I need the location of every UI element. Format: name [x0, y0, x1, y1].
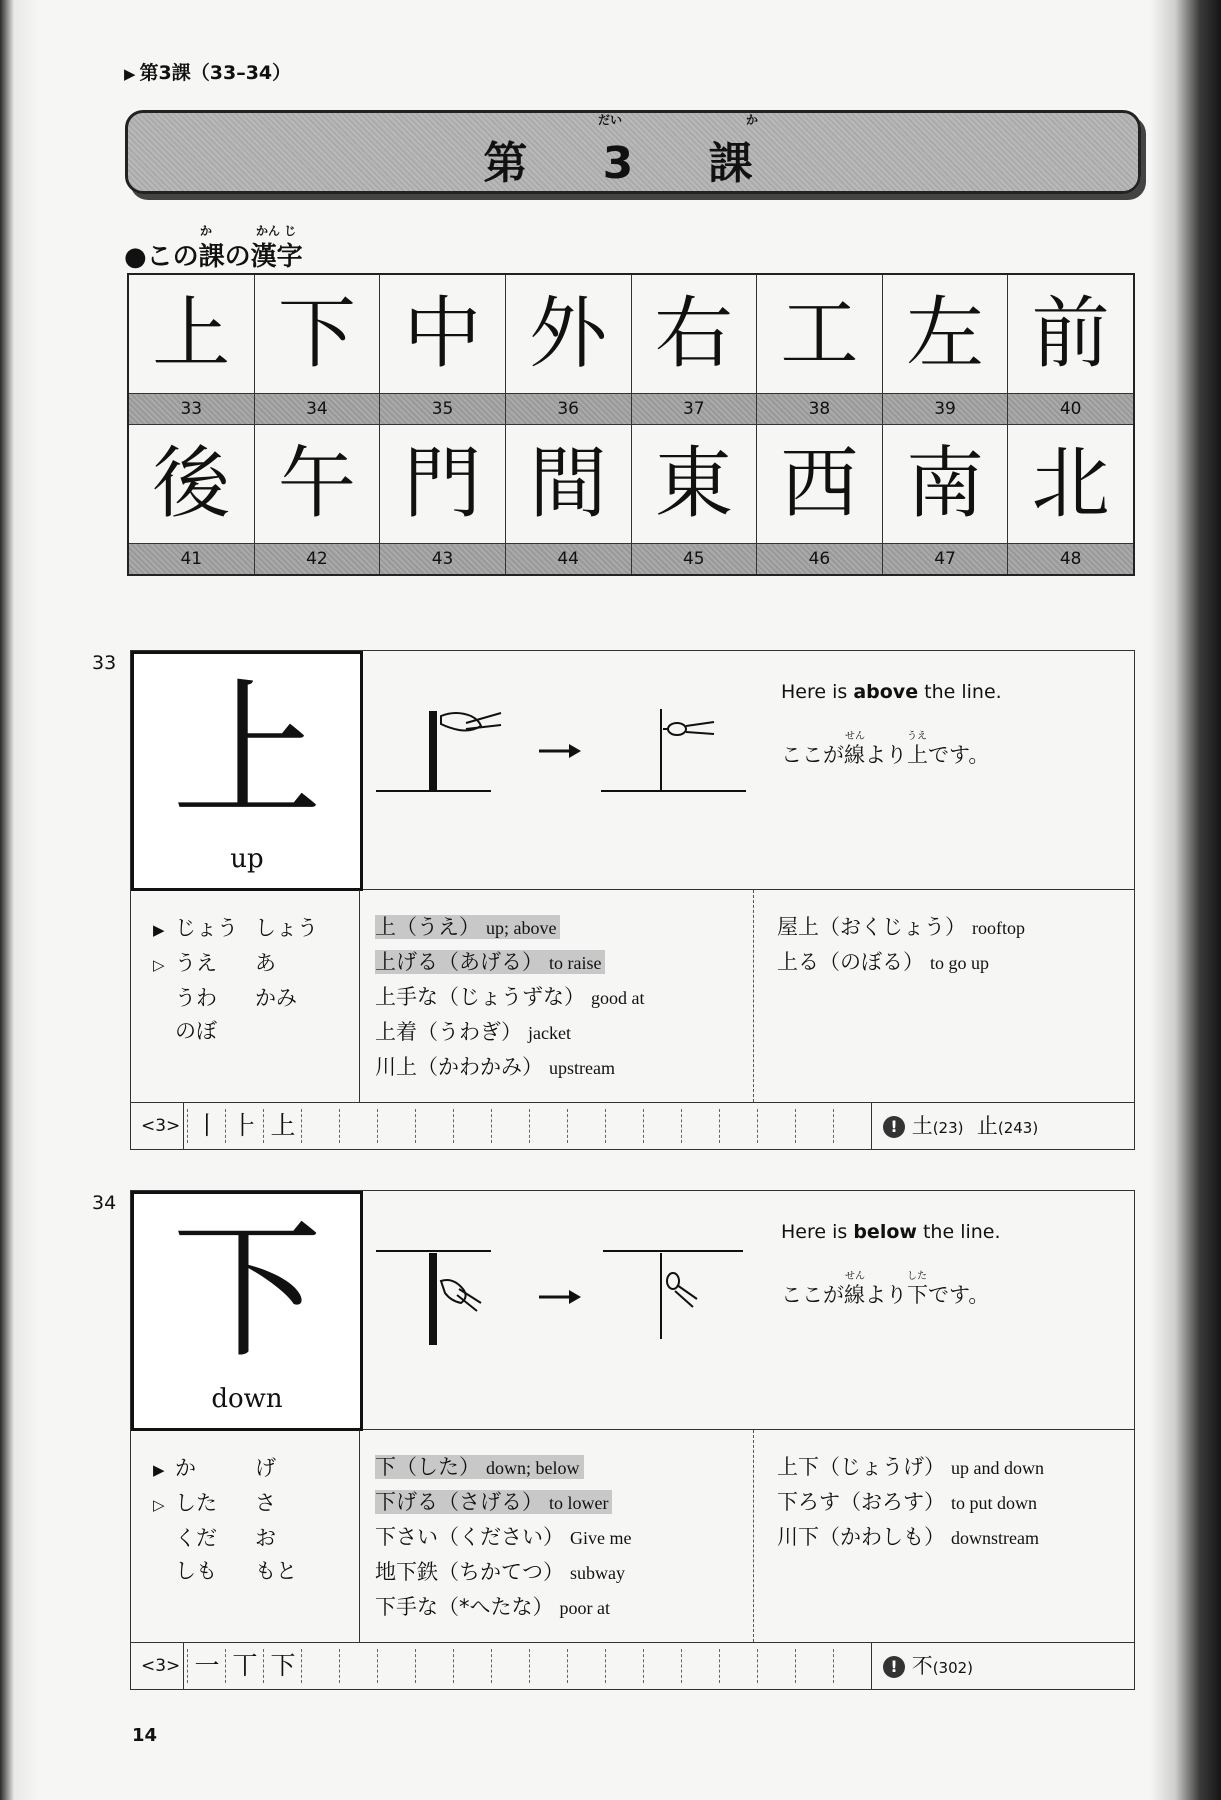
vocab-list-left	[375, 1450, 631, 1625]
kanji-number: 38	[757, 394, 883, 425]
kanji-cell: 外	[505, 274, 631, 394]
vocab-item	[375, 945, 645, 980]
stroke-step	[681, 1649, 720, 1683]
warning-divider	[871, 1643, 872, 1689]
reading-row	[153, 1522, 335, 1555]
kanji-cell: 門	[380, 425, 506, 544]
reading-row	[153, 1487, 335, 1522]
stroke-step	[795, 1649, 834, 1683]
similar-kanji: 止	[976, 1114, 998, 1138]
stroke-step: 丅	[225, 1649, 264, 1683]
section-ruby-kanji: かん じ	[256, 224, 297, 238]
kanji-cell: 西	[757, 425, 883, 544]
mnemonic-japanese	[781, 1271, 990, 1309]
vocab-en: to go up	[930, 953, 990, 973]
stroke-step	[453, 1109, 492, 1143]
stroke-step	[567, 1649, 606, 1683]
kun-reading-marker: ▷	[153, 1496, 165, 1514]
similar-kanji-warning	[883, 1111, 1038, 1143]
vocab-jp: 屋上（おくじょう）	[777, 915, 966, 939]
entry-box	[130, 650, 1135, 1150]
stroke-step	[757, 1109, 796, 1143]
mnemonic-ruby-kanji: うえ	[907, 731, 927, 742]
reading: うえ	[175, 951, 217, 975]
kanji-cell: 工	[757, 274, 883, 394]
vocab-en: up; above	[486, 918, 557, 938]
stroke-step	[719, 1109, 758, 1143]
kanji-number: 37	[631, 394, 757, 425]
reading: お	[255, 1526, 276, 1550]
kanji-cell: 前	[1008, 274, 1134, 394]
stroke-step	[605, 1109, 644, 1143]
stroke-step	[643, 1109, 682, 1143]
vocab-en: up and down	[951, 1458, 1044, 1478]
stroke-step	[453, 1649, 492, 1683]
similar-kanji-number: (243)	[997, 1119, 1039, 1137]
chapter-reference: ▶ 第3課（33–34）	[124, 62, 292, 84]
stroke-count: <3>	[141, 1656, 181, 1676]
reading: あ	[255, 951, 276, 975]
entry-mid-row	[131, 890, 1134, 1103]
similar-kanji-warning	[883, 1651, 973, 1683]
stroke-step	[377, 1109, 416, 1143]
kanji-cell: 下	[254, 274, 380, 394]
mnemonic-english	[781, 681, 1002, 703]
stroke-step	[301, 1109, 340, 1143]
vocab-item	[375, 1450, 631, 1485]
readings	[153, 912, 335, 1048]
reading-row	[153, 1555, 335, 1588]
stroke-step	[567, 1109, 606, 1143]
lesson-kanji-table	[127, 273, 1135, 576]
stroke-step	[529, 1109, 568, 1143]
stroke-step: 丨	[187, 1109, 226, 1143]
stroke-step	[719, 1649, 758, 1683]
readings	[153, 1452, 335, 1588]
entry-top-row	[131, 651, 1134, 890]
column-divider	[359, 1430, 360, 1642]
kanji-number: 48	[1008, 544, 1134, 576]
stroke-step	[491, 1109, 530, 1143]
kanji-number: 40	[1008, 394, 1134, 425]
similar-kanji: 不	[911, 1654, 933, 1678]
similar-kanji: 土	[911, 1114, 933, 1138]
vocab-item	[375, 1050, 645, 1085]
vocab-jp: 下手な（*へたな）	[375, 1595, 554, 1619]
lesson-title: 第 3 課	[483, 138, 783, 189]
reading: した	[175, 1491, 217, 1515]
entry-mid-row	[131, 1430, 1134, 1643]
kanji-cell: 北	[1008, 425, 1134, 544]
arrow-right-icon	[539, 1290, 581, 1304]
mnemonic-japanese	[781, 731, 990, 769]
vocab-item	[777, 1450, 1044, 1485]
vocab-jp: 下ろす（おろす）	[777, 1490, 945, 1514]
page-number: 14	[132, 1725, 158, 1746]
vocab-item	[375, 1485, 631, 1520]
column-divider	[359, 890, 360, 1102]
stroke-step	[415, 1109, 454, 1143]
section-label	[124, 224, 303, 273]
stroke-step	[681, 1109, 720, 1143]
mnemonic-illustration	[371, 671, 751, 811]
mnemonic-ruby-sen: せん	[845, 1271, 865, 1282]
stroke-divider	[183, 1643, 184, 1689]
stroke-step	[833, 1649, 872, 1683]
number-row	[128, 394, 1134, 425]
stroke-step	[605, 1649, 644, 1683]
vocab-en: upstream	[549, 1058, 615, 1078]
warning-divider	[871, 1103, 872, 1149]
stroke-step: 下	[263, 1649, 302, 1683]
vocab-item	[375, 1520, 631, 1555]
stroke-step	[339, 1109, 378, 1143]
kanji-cell: 午	[254, 425, 380, 544]
stroke-step	[529, 1649, 568, 1683]
kanji-cell: 右	[631, 274, 757, 394]
reading-row	[153, 982, 335, 1015]
vocab-item	[777, 945, 1025, 980]
vocab-en: to lower	[549, 1493, 609, 1513]
vocab-en: poor at	[559, 1598, 610, 1618]
column-divider	[753, 1430, 754, 1642]
kanji-number: 44	[505, 544, 631, 576]
vocab-jp: 上下（じょうげ）	[777, 1455, 945, 1479]
vocab-en: jacket	[528, 1023, 571, 1043]
stroke-step	[339, 1649, 378, 1683]
kanji-number: 43	[380, 544, 506, 576]
vocab-item	[375, 910, 645, 945]
stroke-order-row	[131, 1643, 1134, 1689]
number-row	[128, 544, 1134, 576]
vocab-en: rooftop	[972, 918, 1025, 938]
reading: くだ	[175, 1526, 217, 1550]
mnemonic-en-post: the line.	[916, 1221, 1001, 1243]
on-reading-marker: ▶	[153, 1461, 165, 1479]
reading: か	[175, 1456, 196, 1480]
stroke-count: <3>	[141, 1116, 181, 1136]
reading-row	[153, 912, 335, 947]
triangle-right-icon: ▶	[124, 65, 136, 83]
big-kanji-box	[131, 651, 363, 891]
vocab-jp: 上げる（あげる）	[375, 950, 543, 974]
mnemonic-en-bold: above	[853, 681, 919, 703]
reading: さ	[255, 1491, 276, 1515]
vocab-en: good at	[591, 988, 645, 1008]
kanji-cell: 上	[128, 274, 254, 394]
banner-ruby-dai: だい	[598, 113, 623, 127]
stroke-order-row	[131, 1103, 1134, 1149]
vocab-jp: 上る（のぼる）	[777, 950, 924, 974]
vocab-jp: 川下（かわしも）	[777, 1525, 945, 1549]
reading: のぼ	[175, 1019, 217, 1043]
column-divider	[753, 890, 754, 1102]
reading: げ	[255, 1456, 276, 1480]
vocab-jp: 上着（うわぎ）	[375, 1020, 522, 1044]
lesson-banner	[125, 110, 1141, 194]
mnemonic-illustration	[371, 1211, 751, 1351]
kanji-row	[128, 274, 1134, 394]
kanji-number: 34	[254, 394, 380, 425]
mnemonic-ruby-sen: せん	[845, 731, 865, 742]
section-ruby-ka: か	[200, 224, 213, 238]
kanji-cell: 後	[128, 425, 254, 544]
vocab-en: to raise	[549, 953, 602, 973]
stroke-step	[491, 1649, 530, 1683]
entry-top-row	[131, 1191, 1134, 1430]
big-kanji-box	[131, 1191, 363, 1431]
stroke-step: ⺊	[225, 1109, 264, 1143]
kanji-row	[128, 425, 1134, 544]
stroke-step: 一	[187, 1649, 226, 1683]
big-kanji: 下	[171, 1205, 322, 1379]
vocab-list-right	[777, 910, 1025, 980]
banner-ruby-ka: か	[746, 113, 759, 127]
vocab-en: subway	[570, 1563, 625, 1583]
mnemonic-en-pre: Here is	[781, 681, 854, 703]
vocab-item	[375, 1015, 645, 1050]
kanji-number: 41	[128, 544, 254, 576]
vocab-jp: 下（した）	[375, 1455, 480, 1479]
stroke-step: 上	[263, 1109, 302, 1143]
mnemonic-en-bold: below	[853, 1221, 917, 1243]
kanji-number: 39	[882, 394, 1008, 425]
stroke-step	[795, 1109, 834, 1143]
vocab-jp: 下げる（さげる）	[375, 1490, 543, 1514]
vocab-item	[777, 1520, 1044, 1555]
kanji-meaning: down	[211, 1384, 283, 1414]
vocab-en: down; below	[486, 1458, 580, 1478]
vocab-en: downstream	[951, 1528, 1039, 1548]
vocab-item	[375, 980, 645, 1015]
stroke-step	[757, 1649, 796, 1683]
arrow-right-icon	[539, 744, 581, 758]
vocab-item	[375, 1590, 631, 1625]
reading-row	[153, 1452, 335, 1487]
kanji-number: 46	[757, 544, 883, 576]
mnemonic-jp-text: ここが線より上です。	[781, 743, 990, 767]
kanji-number: 36	[505, 394, 631, 425]
reading: しょう	[255, 916, 318, 940]
vocab-en: to put down	[951, 1493, 1038, 1513]
stroke-step	[643, 1649, 682, 1683]
exclamation-circle-icon: !	[883, 1656, 905, 1678]
vocab-jp: 下さい（ください）	[375, 1525, 564, 1549]
reading: かみ	[255, 986, 297, 1010]
kanji-meaning: up	[230, 844, 264, 874]
reading-row	[153, 947, 335, 982]
vocab-jp: 上（うえ）	[375, 915, 480, 939]
stroke-step	[301, 1649, 340, 1683]
vocab-item	[375, 1555, 631, 1590]
kun-reading-marker: ▷	[153, 956, 165, 974]
mnemonic-english	[781, 1221, 1001, 1243]
stroke-divider	[183, 1103, 184, 1149]
reading: うわ	[175, 986, 217, 1010]
stroke-step	[415, 1649, 454, 1683]
exclamation-circle-icon: !	[883, 1116, 905, 1138]
entry-number: 34	[92, 1192, 117, 1214]
mnemonic-jp-text: ここが線より下です。	[781, 1283, 990, 1307]
vocab-en: Give me	[570, 1528, 632, 1548]
kanji-cell: 南	[882, 425, 1008, 544]
kanji-number: 33	[128, 394, 254, 425]
mnemonic-en-pre: Here is	[781, 1221, 854, 1243]
mnemonic-en-post: the line.	[918, 681, 1002, 703]
entry-box	[130, 1190, 1135, 1690]
kanji-number: 45	[631, 544, 757, 576]
reading: もと	[255, 1559, 297, 1583]
section-label-text: ●この課の漢字	[124, 242, 303, 272]
vocab-item	[777, 1485, 1044, 1520]
vocab-list-left	[375, 910, 645, 1085]
vocab-jp: 川上（かわかみ）	[375, 1055, 543, 1079]
similar-kanji-number: (23)	[932, 1119, 964, 1137]
reading-row	[153, 1015, 335, 1048]
big-kanji: 上	[171, 665, 322, 839]
on-reading-marker: ▶	[153, 921, 165, 939]
reading: じょう	[175, 916, 238, 940]
kanji-cell: 間	[505, 425, 631, 544]
kanji-cell: 左	[882, 274, 1008, 394]
vocab-list-right	[777, 1450, 1044, 1555]
vocab-jp: 上手な（じょうずな）	[375, 985, 585, 1009]
stroke-step	[833, 1109, 872, 1143]
vocab-jp: 地下鉄（ちかてつ）	[375, 1560, 564, 1584]
kanji-cell: 中	[380, 274, 506, 394]
kanji-cell: 東	[631, 425, 757, 544]
kanji-number: 35	[380, 394, 506, 425]
mnemonic-ruby-kanji: した	[907, 1271, 927, 1282]
vocab-item	[777, 910, 1025, 945]
reading: しも	[175, 1559, 217, 1583]
kanji-number: 47	[882, 544, 1008, 576]
stroke-step	[377, 1649, 416, 1683]
similar-kanji-number: (302)	[932, 1659, 974, 1677]
entry-number: 33	[92, 652, 117, 674]
kanji-number: 42	[254, 544, 380, 576]
